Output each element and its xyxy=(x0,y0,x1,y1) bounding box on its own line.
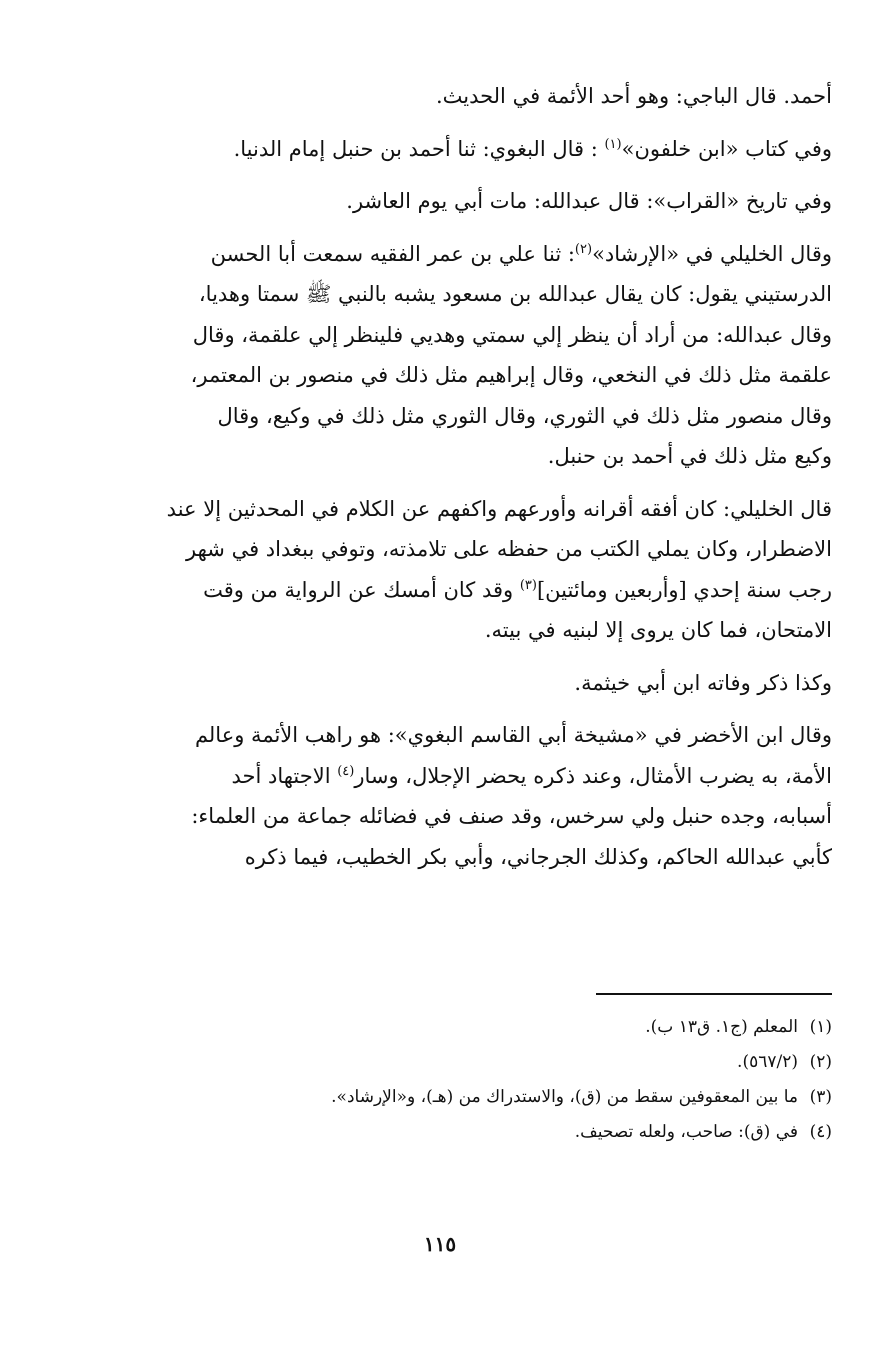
paragraph xyxy=(44,181,832,222)
paragraph xyxy=(44,76,832,117)
text-line xyxy=(44,234,832,275)
line-text: أسبابه، وجده حنبل ولي سرخس، وقد صنف في فضائله جماعة من العلماء: xyxy=(191,804,832,828)
line-text: وقال منصور مثل ذلك في الثوري، وقال الثوري مثل ذلك في وكيع، وقال xyxy=(217,403,832,428)
paragraph xyxy=(44,663,832,704)
text-line xyxy=(44,756,832,797)
line-text-continued: الاجتهاد أحد xyxy=(231,763,338,788)
line-text-continued: : قال البغوي: ثنا أحمد بن حنبل إمام الدنيا. xyxy=(233,136,605,161)
line-text: وقال عبدالله: من أراد أن ينظر إلي سمتي وهديي فلينظر إلي علقمة، وقال xyxy=(192,322,832,347)
paragraph xyxy=(44,715,832,877)
paragraph xyxy=(44,234,832,477)
line-text: وكيع مثل ذلك في أحمد بن حنبل. xyxy=(547,444,832,468)
paragraph xyxy=(44,489,832,651)
footnote-text: (٥٦٧/٢). xyxy=(737,1052,798,1072)
footnote xyxy=(44,1115,832,1150)
line-text: قال الخليلي: كان أفقه أقرانه وأورعهم واكفهم عن الكلام في المحدثين إلا عند xyxy=(166,496,832,521)
footnote xyxy=(44,1010,832,1045)
footnote-marker: (٣) xyxy=(519,577,537,593)
text-line xyxy=(44,489,832,530)
line-text: كأبي عبدالله الحاكم، وكذلك الجرجاني، وأبي بكر الخطيب، فيما ذكره xyxy=(244,844,832,869)
text-line xyxy=(44,181,832,222)
footnote-number: (٢) xyxy=(809,1052,832,1072)
line-text-continued: : ثنا علي بن عمر الفقيه سمعت أبا الحسن xyxy=(210,241,575,266)
footnote-text: ما بين المعقوفين سقط من (ق)، والاستدراك من (هـ)، و«الإرشاد». xyxy=(331,1087,798,1107)
text-line xyxy=(44,76,832,117)
text-line xyxy=(44,663,832,704)
footnote-marker: (٤) xyxy=(337,763,355,779)
text-line xyxy=(44,355,832,396)
footnote-number: (١) xyxy=(809,1017,832,1037)
line-text: الامتحان، فما كان يروى إلا لبنيه في بيته. xyxy=(484,618,832,642)
body-text xyxy=(44,76,832,889)
text-line xyxy=(44,837,832,878)
text-line xyxy=(44,129,832,170)
line-text: وكذا ذكر وفاته ابن أبي خيثمة. xyxy=(574,670,832,695)
line-text: علقمة مثل ذلك في النخعي، وقال إبراهيم مثل ذلك في منصور بن المعتمر، xyxy=(190,363,832,387)
line-text: وقال الخليلي في «الإرشاد» xyxy=(592,241,832,266)
footnote-number: (٤) xyxy=(809,1122,832,1142)
paragraph xyxy=(44,129,832,170)
text-line xyxy=(44,529,832,570)
footnote xyxy=(44,1045,832,1080)
footnote-marker: (٢) xyxy=(574,241,593,257)
footnote-separator xyxy=(596,993,832,995)
line-text: وقال ابن الأخضر في «مشيخة أبي القاسم البغوي»: هو راهب الأئمة وعالم xyxy=(194,723,832,747)
text-line xyxy=(44,436,832,477)
text-line xyxy=(44,274,832,315)
line-text: الدرستيني يقول: كان يقال عبدالله بن مسعود يشبه بالنبي ﷺ سمتا وهديا، xyxy=(198,282,832,306)
footnote xyxy=(44,1080,832,1115)
page-number: ١١٥ xyxy=(423,1232,457,1256)
line-text: الأمة، به يضرب الأمثال، وعند ذكره يحضر الإجلال، وسار xyxy=(354,763,832,788)
text-line xyxy=(44,570,832,611)
text-line xyxy=(44,715,832,756)
footnote-marker: (١) xyxy=(604,136,622,152)
text-line xyxy=(44,396,832,437)
text-line xyxy=(44,796,832,837)
text-line xyxy=(44,610,832,651)
footnote-text: في (ق): صاحب، ولعله تصحيف. xyxy=(574,1122,798,1142)
footnotes xyxy=(44,1010,832,1150)
line-text: أحمد. قال الباجي: وهو أحد الأئمة في الحديث. xyxy=(435,84,832,108)
line-text-continued: وقد كان أمسك عن الرواية من وقت xyxy=(203,577,520,602)
line-text: رجب سنة إحدي [وأربعين ومائتين] xyxy=(536,577,832,602)
line-text: وفي كتاب «ابن خلفون» xyxy=(621,136,832,161)
footnote-number: (٣) xyxy=(809,1087,832,1107)
text-line xyxy=(44,315,832,356)
footnote-text: المعلم (ج١. ق١٣ ب). xyxy=(645,1017,798,1037)
line-text: وفي تاريخ «القراب»: قال عبدالله: مات أبي يوم العاشر. xyxy=(346,189,832,213)
line-text: الاضطرار، وكان يملي الكتب من حفظه على تلامذته، وتوفي ببغداد في شهر xyxy=(186,537,832,561)
